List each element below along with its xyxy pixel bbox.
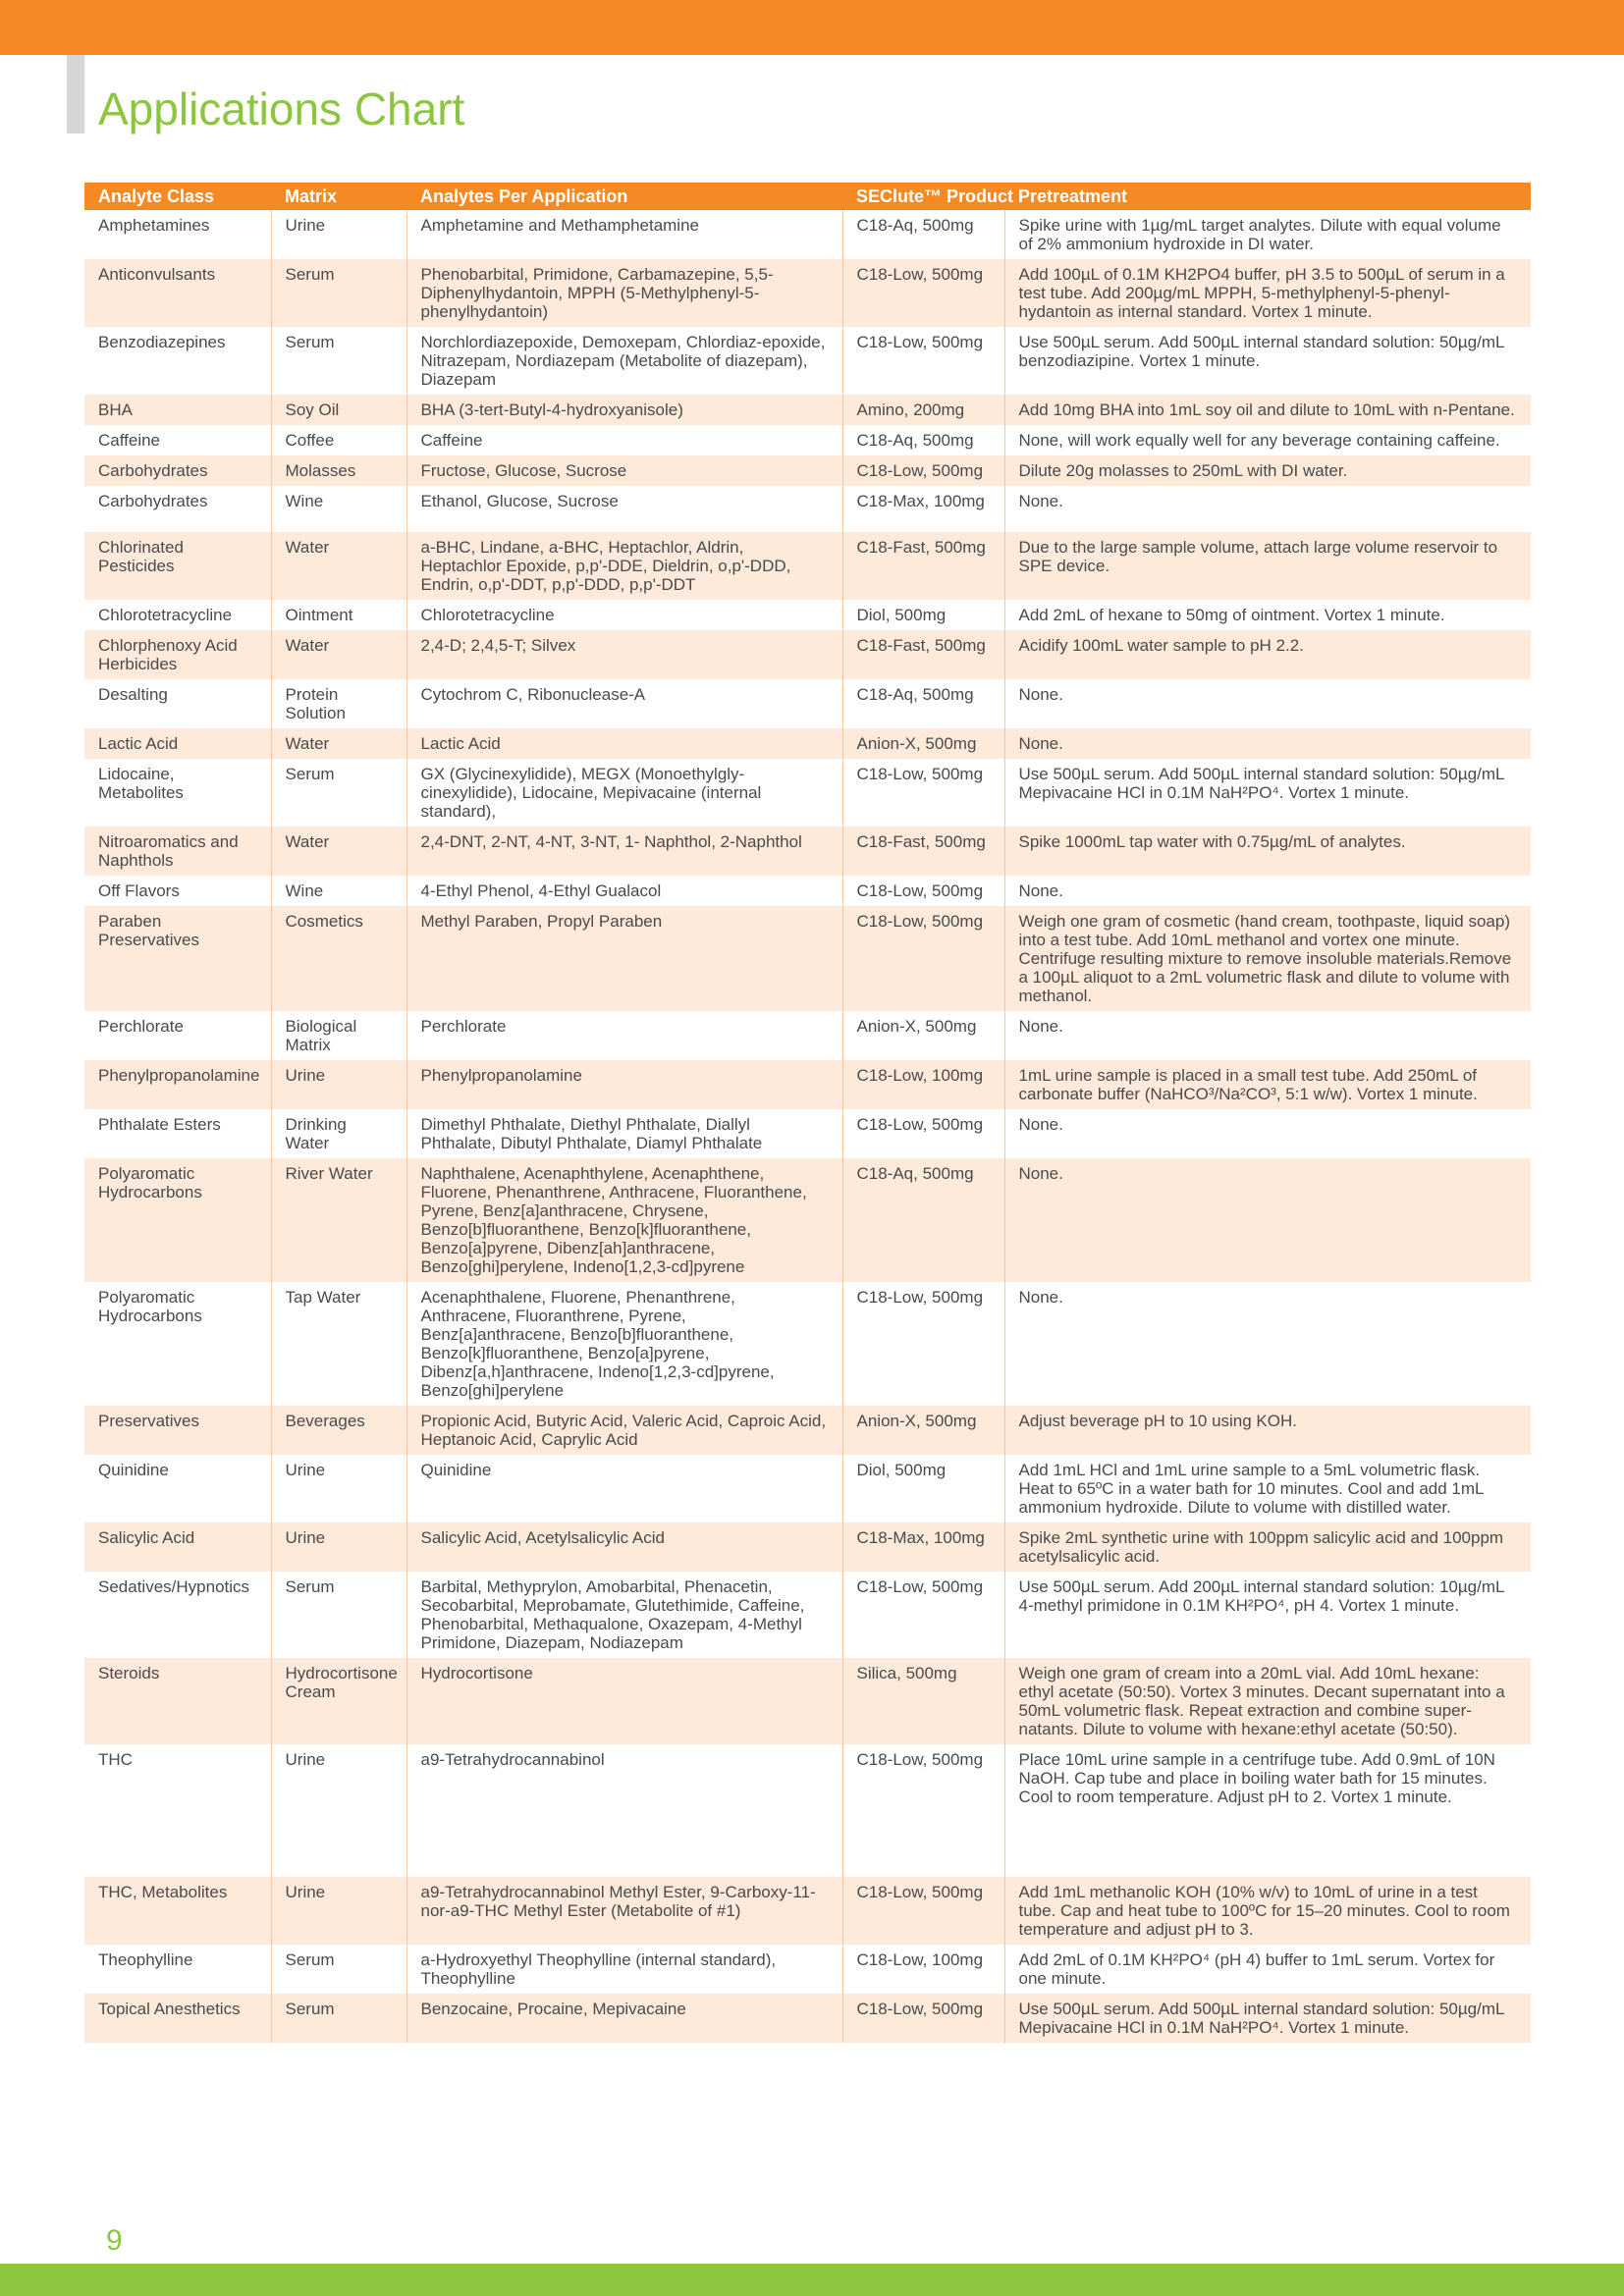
- cell-analytes: Norchlordiazepoxide, Demoxepam, Chlordiaz-epoxide, Nitrazepam, Nordiazepam (Metabolite of diazepam), Diazepam: [406, 327, 842, 395]
- table-row: [84, 906, 1531, 1011]
- cell-matrix: Molasses: [271, 455, 406, 486]
- cell-product: C18-Low, 500mg: [842, 327, 1004, 395]
- table-row: [84, 1522, 1531, 1572]
- cell-analyte-class: Theophylline: [84, 1945, 271, 1994]
- cell-matrix: Serum: [271, 327, 406, 395]
- cell-product: C18-Low, 100mg: [842, 1945, 1004, 1994]
- cell-product: C18-Low, 500mg: [842, 759, 1004, 827]
- cell-pretreatment: Add 100µL of 0.1M KH2PO4 buffer, pH 3.5 to 500µL of serum in a test tube. Add 200µg/mL MPPH, 5-methylphenyl-5-phenyl-hydantoin as internal standard. Vortex 1 minute.: [1004, 259, 1531, 327]
- cell-pretreatment: Spike 2mL synthetic urine with 100ppm salicylic acid and 100ppm acetylsalicylic acid.: [1004, 1522, 1531, 1572]
- cell-analytes: Ethanol, Glucose, Sucrose: [406, 486, 842, 532]
- cell-product: C18-Max, 100mg: [842, 1522, 1004, 1572]
- cell-analytes: GX (Glycinexylidide), MEGX (Monoethylgly-cinexylidide), Lidocaine, Mepivacaine (internal standard),: [406, 759, 842, 827]
- cell-analytes: Lactic Acid: [406, 728, 842, 759]
- cell-product: Diol, 500mg: [842, 1455, 1004, 1522]
- header-product-pretreatment: SEClute™ Product Pretreatment: [842, 183, 1531, 210]
- cell-pretreatment: Spike urine with 1µg/mL target analytes. Dilute with equal volume of 2% ammonium hydroxide in DI water.: [1018, 216, 1501, 253]
- table-row: [84, 1109, 1531, 1158]
- bottom-green-band: [0, 2264, 1624, 2296]
- cell-matrix: Urine: [271, 1455, 406, 1522]
- cell-pretreatment: Adjust beverage pH to 10 using KOH.: [1004, 1406, 1531, 1455]
- cell-analytes: a-Hydroxyethyl Theophylline (internal standard), Theophylline: [406, 1945, 842, 1994]
- cell-pretreatment: Dilute 20g molasses to 250mL with DI water.: [1004, 455, 1531, 486]
- cell-pretreatment: Add 10mg BHA into 1mL soy oil and dilute to 10mL with n-Pentane.: [1004, 395, 1531, 425]
- table-row: [84, 1994, 1531, 2043]
- cell-product: C18-Low, 500mg: [842, 259, 1004, 327]
- table-row: [84, 728, 1531, 759]
- cell-analyte-class: Phthalate Esters: [84, 1109, 271, 1158]
- cell-analyte-class: Phenylpropanolamine: [84, 1060, 271, 1109]
- cell-pretreatment: None.: [1004, 728, 1531, 759]
- cell-analyte-class: Chlorotetracycline: [84, 600, 271, 630]
- cell-analytes: Amphetamine and Methamphetamine: [406, 210, 842, 259]
- cell-analytes: Benzocaine, Procaine, Mepivacaine: [406, 1994, 842, 2043]
- table-row: [84, 1060, 1531, 1109]
- cell-analytes: Naphthalene, Acenaphthylene, Acenaphthene, Fluorene, Phenanthrene, Anthracene, Fluoranthene, Pyrene, Benz[a]anthracene, Chrysene, Benzo[b]fluoranthene, Benzo[k]fluoranthene, Benzo[a]pyrene, Dibenz[ah]anthracene, Benzo[ghi]perylene, Indeno[1,2,3-cd]pyrene: [406, 1158, 842, 1282]
- cell-product: C18-Max, 100mg: [842, 486, 1004, 532]
- cell-matrix: Wine: [271, 486, 406, 532]
- cell-matrix: Urine: [271, 1522, 406, 1572]
- cell-analyte-class: Salicylic Acid: [84, 1522, 271, 1572]
- cell-analyte-class: Nitroaromatics and Naphthols: [84, 827, 271, 876]
- cell-pretreatment: None.: [1018, 1115, 1063, 1134]
- table-row: [84, 1282, 1531, 1406]
- cell-pretreatment: Weigh one gram of cream into a 20mL vial. Add 10mL hexane: ethyl acetate (50:50). Vortex 3 minutes. Decant supernatant into a 50mL volumetric flask. Repeat extraction and combine super-natants. Dilute to volume with hexane:ethyl acetate (50:50).: [1004, 1658, 1531, 1744]
- cell-product: C18-Low, 500mg: [842, 1744, 1004, 1877]
- header-analyte-class: Analyte Class: [84, 183, 271, 210]
- cell-pretreatment: Add 2mL of 0.1M KH²PO⁴ (pH 4) buffer to 1mL serum. Vortex for one minute.: [1018, 1950, 1495, 1988]
- cell-matrix: Serum: [271, 1945, 406, 1994]
- cell-matrix: Water: [271, 532, 406, 600]
- cell-analyte-class: Off Flavors: [84, 876, 271, 906]
- top-orange-band: [0, 0, 1624, 55]
- cell-matrix: Hydrocortisone Cream: [271, 1658, 406, 1744]
- table-row: [84, 630, 1531, 679]
- cell-matrix: Biological Matrix: [271, 1011, 406, 1060]
- cell-analyte-class: Polyaromatic Hydrocarbons: [84, 1158, 271, 1282]
- cell-product: C18-Low, 500mg: [842, 1877, 1004, 1945]
- cell-analytes: Dimethyl Phthalate, Diethyl Phthalate, Diallyl Phthalate, Dibutyl Phthalate, Diamyl Phthalate: [406, 1109, 842, 1158]
- cell-analytes: a9-Tetrahydrocannabinol Methyl Ester, 9-Carboxy-11-nor-a9-THC Methyl Ester (Metabolite of #1): [406, 1877, 842, 1945]
- cell-analyte-class: Chlorphenoxy Acid Herbicides: [84, 630, 271, 679]
- cell-analyte-class: Polyaromatic Hydrocarbons: [84, 1282, 271, 1406]
- cell-pretreatment: Weigh one gram of cosmetic (hand cream, toothpaste, liquid soap) into a test tube. Add 10mL methanol and vortex one minute. Centrifuge resulting mixture to remove insoluble materials.Remove a 100µL aliquot to a 2mL volumetric flask and dilute to volume with methanol.: [1004, 906, 1531, 1011]
- cell-matrix: River Water: [271, 1158, 406, 1282]
- table-row: [84, 532, 1531, 600]
- cell-matrix: Drinking Water: [271, 1109, 406, 1158]
- cell-analytes: a-BHC, Lindane, a-BHC, Heptachlor, Aldrin, Heptachlor Epoxide, p,p'-DDE, Dieldrin, o,p'-DDD, Endrin, o,p'-DDT, p,p'-DDD, p,p'-DDT: [406, 532, 842, 600]
- cell-analytes: Phenylpropanolamine: [406, 1060, 842, 1109]
- cell-pretreatment: Use 500µL serum. Add 200µL internal standard solution: 10µg/mL 4-methyl primidone in 0.1M KH²PO⁴, pH 4. Vortex 1 minute.: [1018, 1577, 1504, 1615]
- cell-analytes: 4-Ethyl Phenol, 4-Ethyl Gualacol: [406, 876, 842, 906]
- cell-analytes: a9-Tetrahydrocannabinol: [406, 1744, 842, 1877]
- cell-analytes: Cytochrom C, Ribonuclease-A: [406, 679, 842, 728]
- cell-analyte-class: Paraben Preservatives: [84, 906, 271, 1011]
- cell-analyte-class: THC, Metabolites: [84, 1877, 271, 1945]
- cell-product: C18-Aq, 500mg: [842, 425, 1004, 455]
- cell-matrix: Ointment: [271, 600, 406, 630]
- cell-pretreatment: Use 500µL serum. Add 500µL internal standard solution: 50µg/mL Mepivacaine HCl in 0.1M NaH²PO⁴. Vortex 1 minute.: [1018, 765, 1504, 802]
- cell-product: C18-Fast, 500mg: [842, 630, 1004, 679]
- cell-matrix: Urine: [271, 1744, 406, 1877]
- cell-product: C18-Aq, 500mg: [842, 210, 1004, 259]
- table-body: [84, 210, 1531, 2043]
- cell-analyte-class: Sedatives/Hypnotics: [84, 1572, 271, 1658]
- applications-table-container: [84, 183, 1531, 2043]
- table-row: [84, 327, 1531, 395]
- cell-product: Diol, 500mg: [842, 600, 1004, 630]
- cell-analyte-class: Steroids: [84, 1658, 271, 1744]
- cell-matrix: Water: [271, 728, 406, 759]
- table-header-row: [84, 183, 1531, 210]
- table-row: [84, 1011, 1531, 1060]
- cell-pretreatment: Add 1mL methanolic KOH (10% w/v) to 10mL of urine in a test tube. Cap and heat tube to 100ºC for 15–20 minutes. Cool to room temperature and adjust pH to 3.: [1004, 1877, 1531, 1945]
- table-row: [84, 827, 1531, 876]
- cell-product: C18-Low, 500mg: [842, 1994, 1004, 2043]
- page-number: 9: [106, 2224, 123, 2257]
- cell-pretreatment: Spike 1000mL tap water with 0.75µg/mL of analytes.: [1004, 827, 1531, 876]
- table-row: [84, 395, 1531, 425]
- cell-analytes: Chlorotetracycline: [406, 600, 842, 630]
- cell-analytes: Salicylic Acid, Acetylsalicylic Acid: [406, 1522, 842, 1572]
- cell-pretreatment: None.: [1018, 1017, 1063, 1036]
- cell-pretreatment: None.: [1018, 1288, 1063, 1307]
- cell-matrix: Urine: [271, 1877, 406, 1945]
- cell-pretreatment: Acidify 100mL water sample to pH 2.2.: [1004, 630, 1531, 679]
- cell-pretreatment: 1mL urine sample is placed in a small test tube. Add 250mL of carbonate buffer (NaHCO³/Na²CO³, 5:1 w/w). Vortex 1 minute.: [1004, 1060, 1531, 1109]
- cell-pretreatment: None.: [1018, 881, 1063, 900]
- header-analytes: Analytes Per Application: [406, 183, 842, 210]
- cell-product: C18-Low, 500mg: [842, 1109, 1004, 1158]
- table-row: [84, 1158, 1531, 1282]
- cell-matrix: Serum: [271, 1572, 406, 1658]
- cell-product: C18-Low, 500mg: [842, 876, 1004, 906]
- cell-analytes: Perchlorate: [406, 1011, 842, 1060]
- cell-analyte-class: Lidocaine, Metabolites: [84, 759, 271, 827]
- cell-pretreatment: Use 500µL serum. Add 500µL internal standard solution: 50µg/mL Mepivacaine HCl in 0.1M NaH²PO⁴. Vortex 1 minute.: [1004, 1994, 1531, 2043]
- table-row: [84, 759, 1531, 827]
- cell-product: C18-Fast, 500mg: [842, 532, 1004, 600]
- cell-analyte-class: Perchlorate: [84, 1011, 271, 1060]
- table-row: [84, 1572, 1531, 1658]
- applications-table: [84, 183, 1531, 2043]
- cell-analytes: Phenobarbital, Primidone, Carbamazepine, 5,5-Diphenylhydantoin, MPPH (5-Methylphenyl-5-phenylhydantoin): [406, 259, 842, 327]
- table-row: [84, 486, 1531, 532]
- cell-pretreatment: None.: [1018, 685, 1063, 704]
- cell-matrix: Soy Oil: [271, 395, 406, 425]
- cell-matrix: Urine: [271, 1060, 406, 1109]
- cell-pretreatment: Place 10mL urine sample in a centrifuge tube. Add 0.9mL of 10N NaOH. Cap tube and place in boiling water bath for 15 minutes. Cool to room temperature. Adjust pH to 2. Vortex 1 minute.: [1018, 1750, 1495, 1806]
- cell-analyte-class: Topical Anesthetics: [84, 1994, 271, 2043]
- cell-analytes: Propionic Acid, Butyric Acid, Valeric Acid, Caproic Acid, Heptanoic Acid, Caprylic Acid: [406, 1406, 842, 1455]
- title-accent-bar: [67, 55, 84, 133]
- table-row: [84, 1744, 1531, 1877]
- cell-analytes: Fructose, Glucose, Sucrose: [406, 455, 842, 486]
- table-row: [84, 455, 1531, 486]
- table-row: [84, 1455, 1531, 1522]
- cell-analytes: 2,4-DNT, 2-NT, 4-NT, 3-NT, 1- Naphthol, 2-Naphthol: [406, 827, 842, 876]
- table-row: [84, 876, 1531, 906]
- cell-pretreatment: Add 2mL of hexane to 50mg of ointment. Vortex 1 minute.: [1018, 606, 1445, 624]
- cell-analyte-class: Amphetamines: [84, 210, 271, 259]
- table-row: [84, 210, 1531, 259]
- cell-matrix: Serum: [271, 1994, 406, 2043]
- cell-product: Amino, 200mg: [842, 395, 1004, 425]
- cell-product: C18-Low, 100mg: [842, 1060, 1004, 1109]
- cell-product: Anion-X, 500mg: [842, 1011, 1004, 1060]
- cell-matrix: Urine: [271, 210, 406, 259]
- cell-analyte-class: Anticonvulsants: [84, 259, 271, 327]
- cell-analyte-class: Preservatives: [84, 1406, 271, 1455]
- cell-analyte-class: Quinidine: [84, 1455, 271, 1522]
- cell-product: Silica, 500mg: [842, 1658, 1004, 1744]
- table-row: [84, 1658, 1531, 1744]
- cell-analyte-class: Chlorinated Pesticides: [84, 532, 271, 600]
- cell-pretreatment: Use 500µL serum. Add 500µL internal standard solution: 50µg/mL benzodiazipine. Vortex 1 minute.: [1018, 333, 1504, 370]
- cell-product: C18-Low, 500mg: [842, 906, 1004, 1011]
- cell-matrix: Water: [271, 630, 406, 679]
- cell-analytes: 2,4-D; 2,4,5-T; Silvex: [406, 630, 842, 679]
- cell-analyte-class: Lactic Acid: [84, 728, 271, 759]
- cell-analyte-class: BHA: [84, 395, 271, 425]
- cell-matrix: Coffee: [271, 425, 406, 455]
- table-row: [84, 425, 1531, 455]
- cell-analyte-class: Desalting: [84, 679, 271, 728]
- table-row: [84, 679, 1531, 728]
- cell-pretreatment: None, will work equally well for any beverage containing caffeine.: [1018, 431, 1500, 450]
- cell-pretreatment: None.: [1018, 492, 1063, 510]
- table-row: [84, 1945, 1531, 1994]
- cell-analyte-class: Caffeine: [84, 425, 271, 455]
- cell-product: C18-Low, 500mg: [842, 1282, 1004, 1406]
- cell-matrix: Tap Water: [271, 1282, 406, 1406]
- cell-analytes: Quinidine: [406, 1455, 842, 1522]
- cell-matrix: Protein Solution: [271, 679, 406, 728]
- cell-matrix: Water: [271, 827, 406, 876]
- table-row: [84, 259, 1531, 327]
- cell-matrix: Cosmetics: [271, 906, 406, 1011]
- cell-analytes: Methyl Paraben, Propyl Paraben: [406, 906, 842, 1011]
- cell-product: Anion-X, 500mg: [842, 1406, 1004, 1455]
- cell-product: C18-Aq, 500mg: [842, 1158, 1004, 1282]
- table-row: [84, 1406, 1531, 1455]
- cell-pretreatment: Add 1mL HCl and 1mL urine sample to a 5mL volumetric flask. Heat to 65ºC in a water bath for 10 minutes. Cool and add 1mL ammonium hydroxide. Dilute to volume with distilled water.: [1018, 1461, 1484, 1517]
- cell-analytes: Caffeine: [406, 425, 842, 455]
- cell-analyte-class: THC: [84, 1744, 271, 1877]
- table-row: [84, 600, 1531, 630]
- cell-product: Anion-X, 500mg: [842, 728, 1004, 759]
- cell-pretreatment: Due to the large sample volume, attach large volume reservoir to SPE device.: [1004, 532, 1531, 600]
- cell-matrix: Serum: [271, 259, 406, 327]
- page-title: Applications Chart: [98, 83, 465, 134]
- cell-analytes: Hydrocortisone: [406, 1658, 842, 1744]
- cell-product: C18-Fast, 500mg: [842, 827, 1004, 876]
- cell-analytes: Barbital, Methyprylon, Amobarbital, Phenacetin, Secobarbital, Meprobamate, Glutethimide, Caffeine, Phenobarbital, Methaqualone, Oxazepam, 4-Methyl Primidone, Diazepam, Nodiazepam: [406, 1572, 842, 1658]
- cell-analyte-class: Benzodiazepines: [84, 327, 271, 395]
- cell-pretreatment: None.: [1004, 1158, 1531, 1282]
- cell-product: C18-Low, 500mg: [842, 455, 1004, 486]
- cell-analyte-class: Carbohydrates: [84, 455, 271, 486]
- cell-product: C18-Low, 500mg: [842, 1572, 1004, 1658]
- header-matrix: Matrix: [271, 183, 406, 210]
- cell-product: C18-Aq, 500mg: [842, 679, 1004, 728]
- cell-analytes: BHA (3-tert-Butyl-4-hydroxyanisole): [406, 395, 842, 425]
- cell-matrix: Wine: [271, 876, 406, 906]
- cell-analyte-class: Carbohydrates: [84, 486, 271, 532]
- table-row: [84, 1877, 1531, 1945]
- cell-analytes: Acenaphthalene, Fluorene, Phenanthrene, Anthracene, Fluoranthrene, Pyrene, Benz[a]anthracene, Benzo[b]fluoranthene, Benzo[k]fluoranthene, Benzo[a]pyrene, Dibenz[a,h]anthracene, Indeno[1,2,3-cd]pyrene, Benzo[ghi]perylene: [406, 1282, 842, 1406]
- cell-matrix: Serum: [271, 759, 406, 827]
- cell-matrix: Beverages: [271, 1406, 406, 1455]
